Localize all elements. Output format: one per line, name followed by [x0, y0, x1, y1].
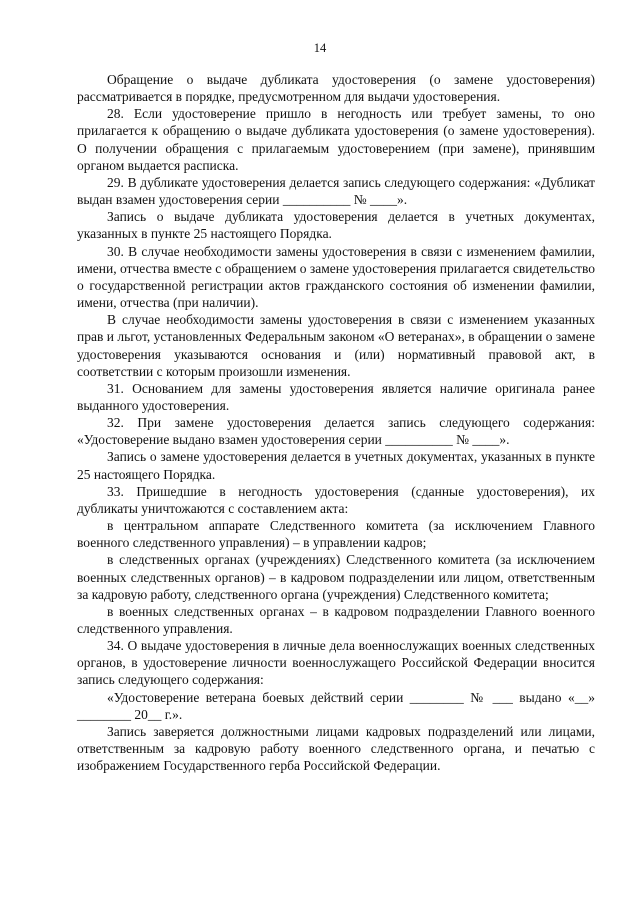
paragraph-34-certification: Запись заверяется должностными лицами кадровых подразделений или лицами, ответственным за кадровую работу военного следственного органа, и печатью с изображением Государственного герба Российской Федерации.	[77, 723, 595, 774]
paragraph-30-rights: В случае необходимости замены удостоверения в связи с изменением указанных прав и льгот, установленных Федеральным законом «О ветеранах», в обращении о замене удостоверения указываются основания и (или) нормативный правовой акт, в соответствии с которым произошли изменения.	[77, 312, 595, 379]
paragraph-33-central: в центральном аппарате Следственного комитета (за исключением Главного военного следственного управления) – в управлении кадров;	[77, 518, 595, 551]
paragraph-34-record: «Удостоверение ветерана боевых действий серии ________ № ___ выдано «__» ________ 20__ г.».	[77, 689, 595, 722]
paragraph-29-record: Запись о выдаче дубликата удостоверения делается в учетных документах, указанных в пункте 25 настоящего Порядка.	[77, 209, 595, 242]
document-body	[77, 71, 595, 774]
page-number: 14	[313, 41, 327, 55]
paragraph-34: 34. О выдаче удостоверения в личные дела военнослужащих военных следственных органов, в удостоверение личности военнослужащего Российской Федерации вносится запись следующего содержания:	[77, 638, 595, 688]
paragraph-32-record: Запись о замене удостоверения делается в учетных документах, указанных в пункте 25 настоящего Порядка.	[77, 449, 595, 482]
paragraph-33-military: в военных следственных органах – в кадровом подразделении Главного военного следственного управления.	[77, 603, 595, 636]
paragraph-33: 33. Пришедшие в негодность удостоверения (сданные удостоверения), их дубликаты уничтожаются с составлением акта:	[77, 483, 595, 516]
paragraph-intro: Обращение о выдаче дубликата удостоверения (о замене удостоверения) рассматривается в порядке, предусмотренном для выдачи удостоверения.	[77, 72, 595, 105]
paragraph-33-regional: в следственных органах (учреждениях) Следственного комитета (за исключением военных следственных органов) – в кадровом подразделении или лицом, ответственным за кадровую работу, следственного органа (учреждения) Следственного комитета;	[77, 552, 595, 602]
paragraph-31: 31. Основанием для замены удостоверения является наличие оригинала ранее выданного удостоверения.	[77, 380, 595, 413]
paragraph-28: 28. Если удостоверение пришло в негодность или требует замены, то оно прилагается к обращению о выдаче дубликата удостоверения (о замене удостоверения). О получении обращения с прилагаемым удостоверением (при замене), принявшим органом выдается расписка.	[77, 106, 595, 173]
paragraph-29: 29. В дубликате удостоверения делается запись следующего содержания: «Дубликат выдан взамен удостоверения серии __________ № ____».	[77, 174, 595, 208]
paragraph-30: 30. В случае необходимости замены удостоверения в связи с изменением фамилии, имени, отчества вместе с обращением о замене удостоверения прилагается свидетельство о государственной регистрации актов гражданского состояния об изменении фамилии, имени, отчества (при наличии).	[77, 243, 595, 311]
paragraph-32: 32. При замене удостоверения делается запись следующего содержания: «Удостоверение выдано взамен удостоверения серии __________ № ____».	[77, 415, 595, 448]
